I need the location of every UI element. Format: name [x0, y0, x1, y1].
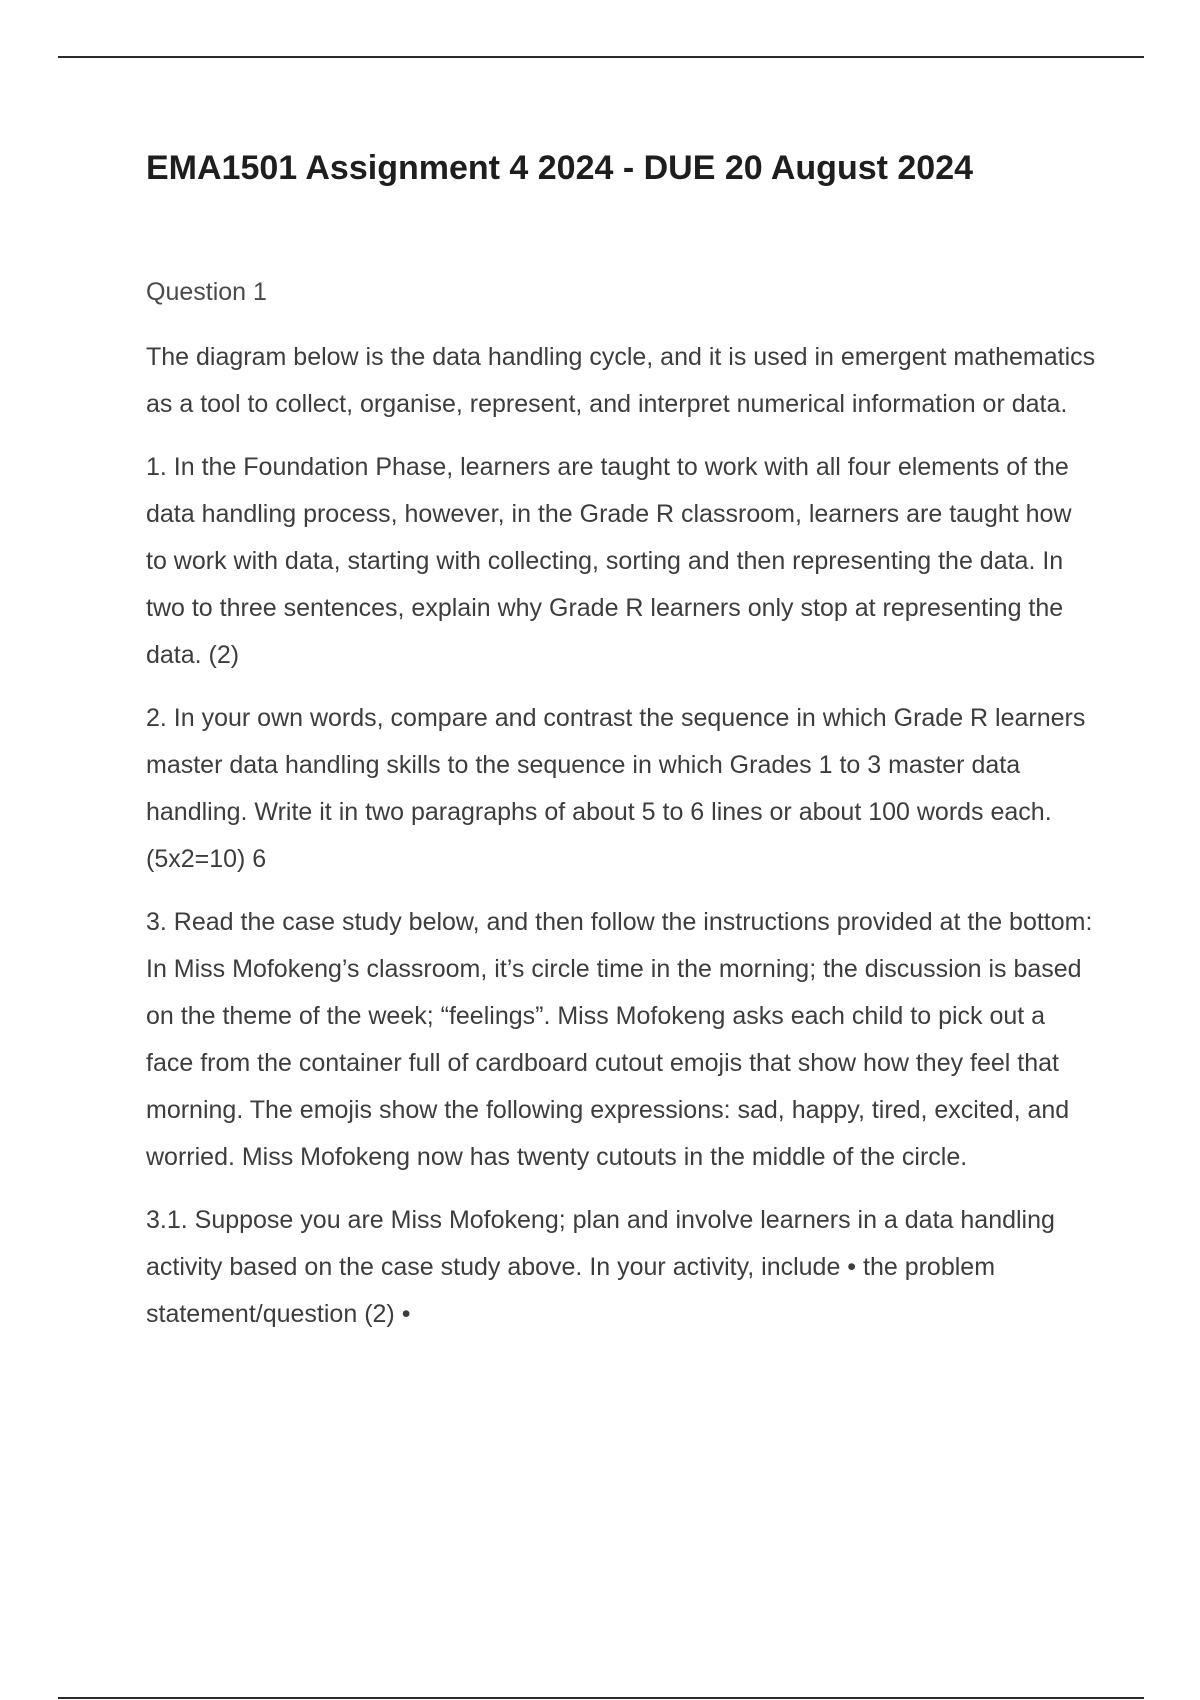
question-1-paragraph: 1. In the Foundation Phase, learners are taught to work with all four elements of the data handling process, however, in the Grade R classroom, learners are taught how to work with data, starting with collecting, sorting and then representing the data. In two to three sentences, explain why Grade R learners only stop at representing the data. (2)	[146, 453, 1072, 669]
top-divider	[58, 56, 1144, 58]
bottom-divider	[58, 1697, 1144, 1699]
document-title: EMA1501 Assignment 4 2024 - DUE 20 August 2024	[146, 149, 974, 187]
intro-paragraph: The diagram below is the data handling cycle, and it is used in emergent mathematics as a tool to collect, organise, represent, and interpret numerical information or data.	[146, 343, 1096, 418]
question-2-paragraph: 2. In your own words, compare and contrast the sequence in which Grade R learners master data handling skills to the sequence in which Grades 1 to 3 master data handling. Write it in two paragraphs of about 5 to 6 lines or about 100 words each. (5x2=10) 6	[146, 704, 1086, 873]
question-label: Question 1	[146, 278, 267, 306]
question-text	[146, 334, 1096, 1338]
question-3-paragraph: 3. Read the case study below, and then follow the instructions provided at the bottom: In Miss Mofokeng’s classroom, it’s circle time in the morning; the discussion is based on the theme of the week; “feelings”. Miss Mofokeng asks each child to pick out a face from the container full of cardboard cutout emojis that show how they feel that morning. The emojis show the following expressions: sad, happy, tired, excited, and worried. Miss Mofokeng now has twenty cutouts in the middle of the circle.	[146, 908, 1093, 1171]
question-3-1-paragraph: 3.1. Suppose you are Miss Mofokeng; plan and involve learners in a data handling activity based on the case study above. In your activity, include • the problem statement/question (2) •	[146, 1206, 1055, 1328]
